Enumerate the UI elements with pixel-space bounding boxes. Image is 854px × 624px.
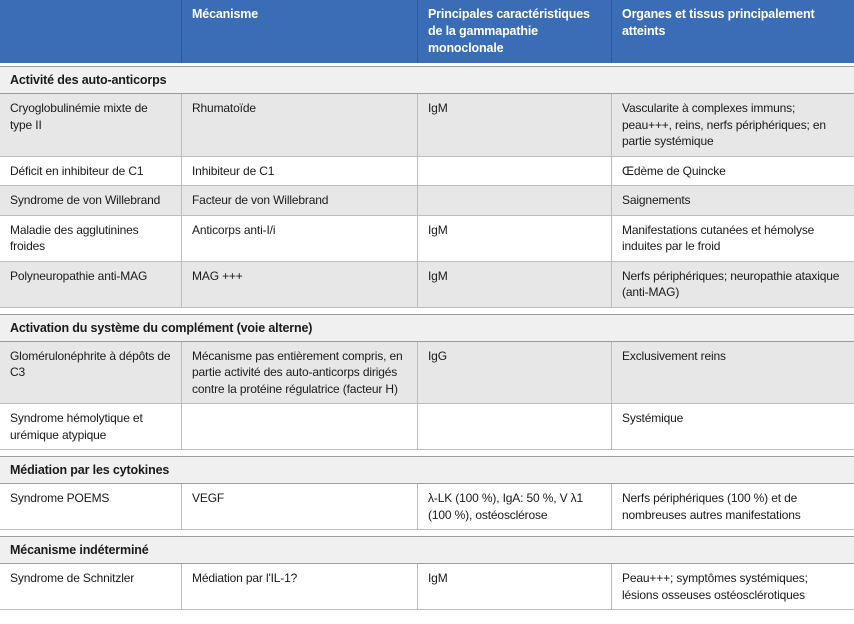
table-row bbox=[0, 94, 854, 157]
organs-cell: Exclusivement reins bbox=[611, 342, 854, 404]
mechanism-cell: Médiation par l'IL-1? bbox=[181, 564, 417, 609]
characteristics-cell bbox=[417, 404, 611, 449]
characteristics-cell bbox=[417, 186, 611, 215]
organs-cell: Nerfs périphériques; neuropathie ataxique (anti-MAG) bbox=[611, 262, 854, 307]
disease-cell: Polyneuropathie anti-MAG bbox=[10, 268, 148, 283]
header-mechanism-column: Mécanisme bbox=[181, 0, 417, 63]
disease-cell: Syndrome hémolytique et urémique atypique bbox=[10, 411, 143, 442]
disease-cell: Cryoglobulinémie mixte de type II bbox=[10, 101, 148, 132]
table-row bbox=[0, 262, 854, 308]
characteristics-cell: IgG bbox=[417, 342, 611, 404]
characteristics-cell: IgM bbox=[417, 564, 611, 609]
disease-cell: Maladie des agglutinines froides bbox=[10, 222, 139, 253]
mechanism-cell: VEGF bbox=[181, 484, 417, 529]
characteristics-cell: IgM bbox=[417, 94, 611, 156]
disease-cell: Syndrome POEMS bbox=[10, 491, 110, 505]
organs-cell: Vascularite à complexes immuns; peau+++, reins, nerfs périphériques; en partie systémique bbox=[611, 94, 854, 156]
characteristics-cell: λ-LK (100 %), IgA: 50 %, V λ1 (100 %), ostéosclérose bbox=[417, 484, 611, 529]
header-characteristics-column: Principales caractéristiques de la gammapathie monoclonale bbox=[417, 0, 611, 63]
mechanism-cell: Rhumatoïde bbox=[181, 94, 417, 156]
characteristics-cell: IgM bbox=[417, 262, 611, 307]
organs-cell: Nerfs périphériques (100 %) et de nombreuses autres manifestations bbox=[611, 484, 854, 529]
table-row bbox=[0, 186, 854, 216]
disease-cell: Syndrome de von Willebrand bbox=[10, 193, 161, 207]
table-row bbox=[0, 216, 854, 262]
organs-cell: Systémique bbox=[611, 404, 854, 449]
organs-cell: Manifestations cutanées et hémolyse induites par le froid bbox=[611, 216, 854, 261]
section-header: Activité des auto-anticorps bbox=[0, 66, 854, 94]
characteristics-cell bbox=[417, 157, 611, 186]
mechanism-cell: Inhibiteur de C1 bbox=[181, 157, 417, 186]
table-row bbox=[0, 157, 854, 187]
organs-cell: Peau+++; symptômes systémiques; lésions osseuses ostéosclérotiques bbox=[611, 564, 854, 609]
organs-cell: Œdème de Quincke bbox=[611, 157, 854, 186]
section-header: Médiation par les cytokines bbox=[0, 456, 854, 484]
section-header: Activation du système du complément (voie alterne) bbox=[0, 314, 854, 342]
disease-cell: Glomérulonéphrite à dépôts de C3 bbox=[10, 348, 171, 379]
table-row bbox=[0, 564, 854, 610]
table-row bbox=[0, 342, 854, 405]
mechanism-cell: Mécanisme pas entièrement compris, en partie activité des auto-anticorps dirigés contre la protéine régulatrice (facteur H) bbox=[181, 342, 417, 404]
table-header-row bbox=[0, 0, 854, 63]
header-disease-column bbox=[0, 0, 181, 63]
table-body bbox=[0, 63, 854, 610]
table-row bbox=[0, 484, 854, 530]
section-header: Mécanisme indéterminé bbox=[0, 536, 854, 564]
disease-cell: Syndrome de Schnitzler bbox=[10, 571, 135, 585]
disease-cell: Déficit en inhibiteur de C1 bbox=[10, 163, 144, 178]
table-row bbox=[0, 404, 854, 450]
organs-cell: Saignements bbox=[611, 186, 854, 215]
header-organs-column: Organes et tissus principalement atteints bbox=[611, 0, 854, 63]
mechanism-cell: Anticorps anti-I/i bbox=[181, 216, 417, 261]
mechanism-cell: MAG +++ bbox=[181, 262, 417, 307]
characteristics-cell: IgM bbox=[417, 216, 611, 261]
mechanism-cell bbox=[181, 404, 417, 449]
mechanism-cell: Facteur de von Willebrand bbox=[181, 186, 417, 215]
